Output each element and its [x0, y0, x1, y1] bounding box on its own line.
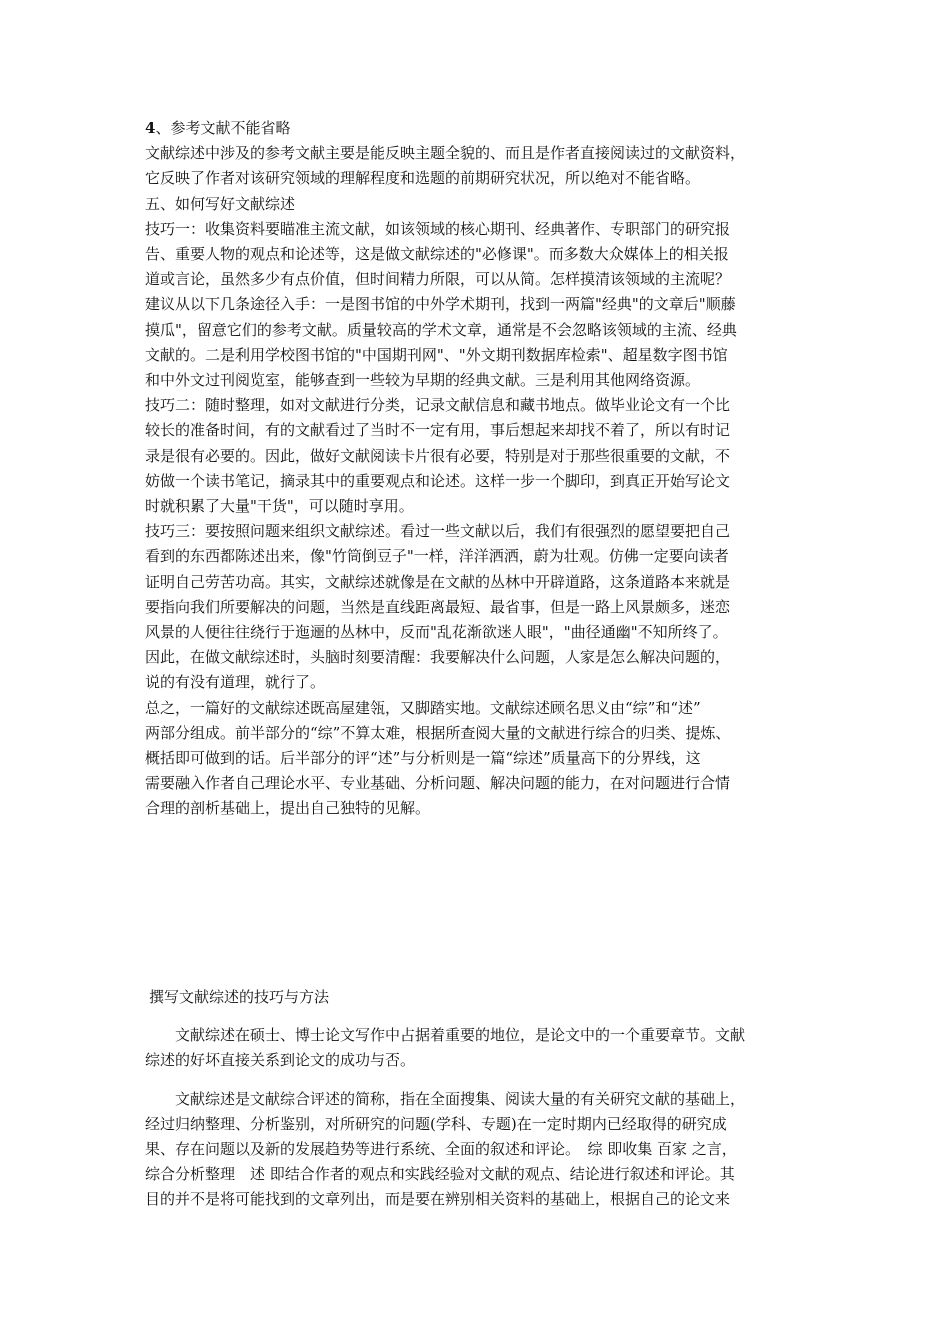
text-line: 时就积累了大量"干货"，可以随时享用。	[145, 497, 414, 516]
text-line: 较长的准备时间，有的文献看过了当时不一定有用，事后想起来却找不着了，所以有时记	[145, 421, 731, 440]
text-line: 道或言论，虽然多少有点价值，但时间精力所限，可以从简。怎样摸清该领域的主流呢？	[145, 270, 731, 289]
text-line: 说的有没有道理，就行了。	[145, 673, 326, 692]
section-heading	[145, 116, 813, 141]
text-line: 目的并不是将可能找到的文章列出，而是要在辨别相关资料的基础上，根据自己的论文来	[145, 1190, 731, 1208]
text-line: 技巧三：要按照问题来组织文献综述。看过一些文献以后，我们有很强烈的愿望要把自己	[145, 522, 731, 541]
text-line: 文献的。二是利用学校图书馆的"中国期刊网"、"外文期刊数据库检索"、超星数字图书馆	[145, 345, 728, 364]
paragraph	[145, 1023, 813, 1073]
text-line: 因此，在做文献综述时，头脑时刻要清醒：我要解决什么问题，人家是怎么解决问题的，	[145, 648, 731, 667]
document-section-writing-methods	[145, 985, 813, 1212]
text-line: 建议从以下几条途径入手：一是图书馆的中外学术期刊，找到一两篇"经典"的文章后"顺藤	[145, 295, 736, 314]
text-line: 风景的人便往往绕行于迤逦的丛林中，反而"乱花渐欲迷人眼"，"曲径通幽"不知所终了。	[145, 623, 728, 642]
text-line: 录是很有必要的。因此，做好文献阅读卡片很有必要，特别是对于那些很重要的文献，不	[145, 446, 731, 465]
text-line: 证明自己劳苦功高。其实，文献综述就像是在文献的丛林中开辟道路，这条道路本来就是	[145, 572, 731, 591]
section-title: 撰写文献综述的技巧与方法	[149, 988, 330, 1006]
text-line: 它反映了作者对该研究领域的理解程度和选题的前期研究状况，所以绝对不能省略。	[145, 169, 701, 188]
text-line: 妨做一个读书笔记，摘录其中的重要观点和论述。这样一步一个脚印，到真正开始写论文	[145, 471, 731, 490]
text-line: 果、存在问题以及新的发展趋势等进行系统、全面的叙述和评论。 综 即收集 百家 之言，	[145, 1140, 737, 1158]
subheading: 五、如何写好文献综述	[145, 194, 296, 213]
text-line: 经过归纳整理、分析鉴别，对所研究的问题(学科、专题)在一定时期内已经取得的研究成	[145, 1115, 727, 1133]
text-line: 看到的东西都陈述出来，像"竹筒倒豆子"一样，洋洋洒洒，蔚为壮观。仿佛一定要向读者	[145, 547, 729, 566]
text-line: 技巧二：随时整理，如对文献进行分类，记录文献信息和藏书地点。做毕业论文有一个比	[145, 396, 731, 415]
text-line: 综述的好坏直接关系到论文的成功与否。	[145, 1051, 416, 1069]
text-line: 合理的剖析基础上，提出自己独特的见解。	[145, 799, 431, 818]
text-line: 文献综述中涉及的参考文献主要是能反映主题全貌的、而且是作者直接阅读过的文献资料，	[145, 144, 746, 163]
text-line: 两部分组成。前半部分的“综”不算太难，根据所查阅大量的文献进行综合的归类、提炼、	[145, 723, 731, 742]
text-line: 文献综述是文献综合评述的简称，指在全面搜集、阅读大量的有关研究文献的基础上，	[145, 1090, 746, 1108]
text-line: 需要融入作者自己理论水平、专业基础、分析问题、解决问题的能力，在对问题进行合情	[145, 774, 731, 793]
text-line: 文献综述在硕士、博士论文写作中占据着重要的地位，是论文中的一个重要章节。文献	[145, 1026, 746, 1044]
text-line: 总之，一篇好的文献综述既高屋建瓴，又脚踏实地。文献综述顾名思义由“综”和“述”	[145, 698, 701, 717]
text-line: 和中外文过刊阅览室，能够查到一些较为早期的经典文献。三是利用其他网络资源。	[145, 371, 701, 390]
text-line: 综合分析整理 述 即结合作者的观点和实践经验对文献的观点、结论进行叙述和评论。其	[145, 1165, 735, 1183]
text-line: 告、重要人物的观点和论述等，这是做文献综述的"必修课"。而多数大众媒体上的相关报	[145, 245, 729, 264]
text-line: 摸瓜"，留意它们的参考文献。质量较高的学术文章，通常是不会忽略该领域的主流、经典	[145, 320, 737, 339]
text-line: 技巧一：收集资料要瞄准主流文献，如该领域的核心期刊、经典著作、专职部门的研究报	[145, 219, 731, 238]
heading-text: 、参考文献不能省略	[155, 119, 291, 137]
paragraph	[145, 1087, 813, 1212]
text-line: 要指向我们所要解决的问题，当然是直线距离最短、最省事，但是一路上风景颇多，迷恋	[145, 597, 731, 616]
document-section-literature-review-tips	[145, 116, 813, 822]
heading-number: 4	[145, 119, 156, 137]
text-line: 概括即可做到的话。后半部分的评“述”与分析则是一篇“综述”质量高下的分界线，这	[145, 749, 701, 768]
